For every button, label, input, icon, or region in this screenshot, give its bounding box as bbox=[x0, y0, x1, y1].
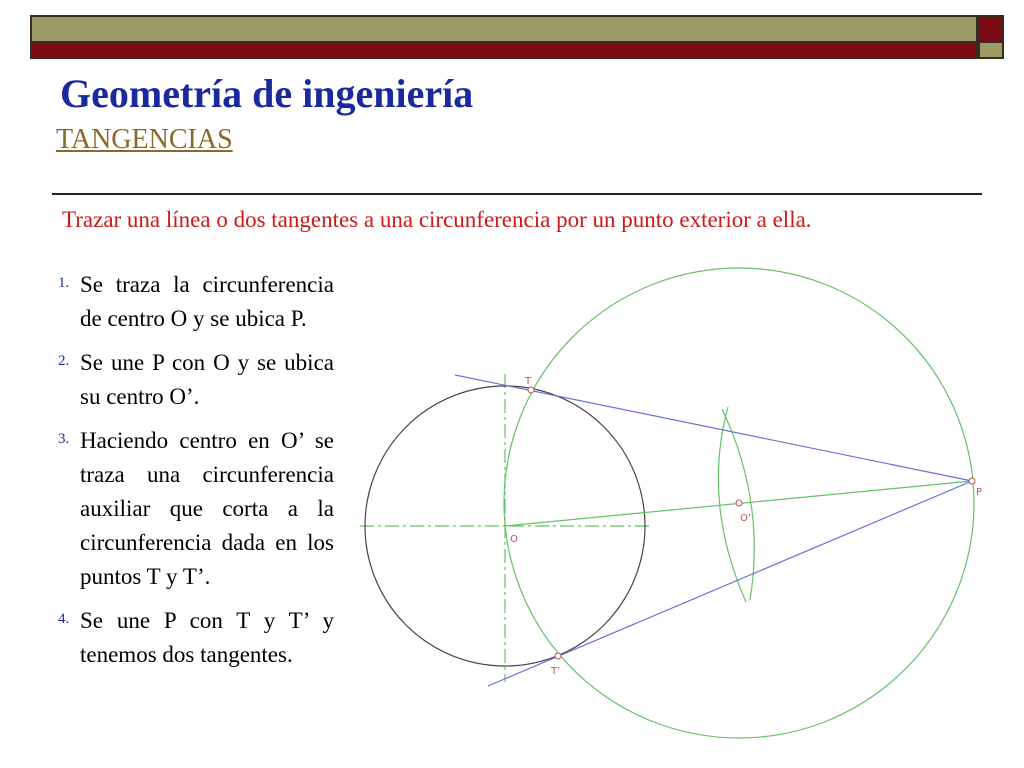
step-item bbox=[58, 424, 334, 594]
step-text: Haciendo centro en O’ se traza una circunferencia auxiliar que corta a la circunferencia dada en los puntos T y T’. bbox=[80, 428, 334, 589]
point-t-prime-marker bbox=[555, 653, 561, 659]
step-number: 3. bbox=[58, 431, 70, 447]
point-o-prime-marker bbox=[736, 500, 742, 506]
steps-list bbox=[58, 268, 334, 682]
header-bar-olive bbox=[32, 17, 976, 43]
step-number: 4. bbox=[58, 611, 70, 627]
point-t-marker bbox=[528, 387, 534, 393]
slide-subtitle[interactable]: TANGENCIAS bbox=[56, 124, 233, 155]
step-text: Se une P con O y se ubica su centro O’. bbox=[80, 350, 334, 409]
label-o: O bbox=[510, 534, 518, 545]
step-text: Se une P con T y T’ y tenemos dos tangentes. bbox=[80, 608, 334, 667]
point-p-marker bbox=[969, 478, 975, 484]
step-number: 2. bbox=[58, 353, 70, 369]
label-t: T bbox=[525, 376, 532, 387]
step-item bbox=[58, 268, 334, 336]
label-o-prime: O’ bbox=[740, 513, 752, 524]
step-text: Se traza la circunferencia de centro O y se ubica P. bbox=[80, 272, 334, 331]
problem-statement: Trazar una línea o dos tangentes a una circunferencia por un punto exterior a ella. bbox=[62, 207, 812, 232]
step-item bbox=[58, 604, 334, 672]
label-p: P bbox=[976, 487, 983, 498]
header-square-olive bbox=[978, 43, 1004, 59]
step-number: 1. bbox=[58, 275, 70, 291]
tangent-construction-figure bbox=[350, 262, 1020, 762]
step-item bbox=[58, 346, 334, 414]
header-square-red bbox=[978, 15, 1004, 43]
header-bar bbox=[30, 15, 978, 59]
slide-title: Geometría de ingeniería bbox=[60, 71, 474, 116]
divider-line bbox=[52, 193, 982, 195]
label-t-prime: T’ bbox=[551, 666, 561, 677]
